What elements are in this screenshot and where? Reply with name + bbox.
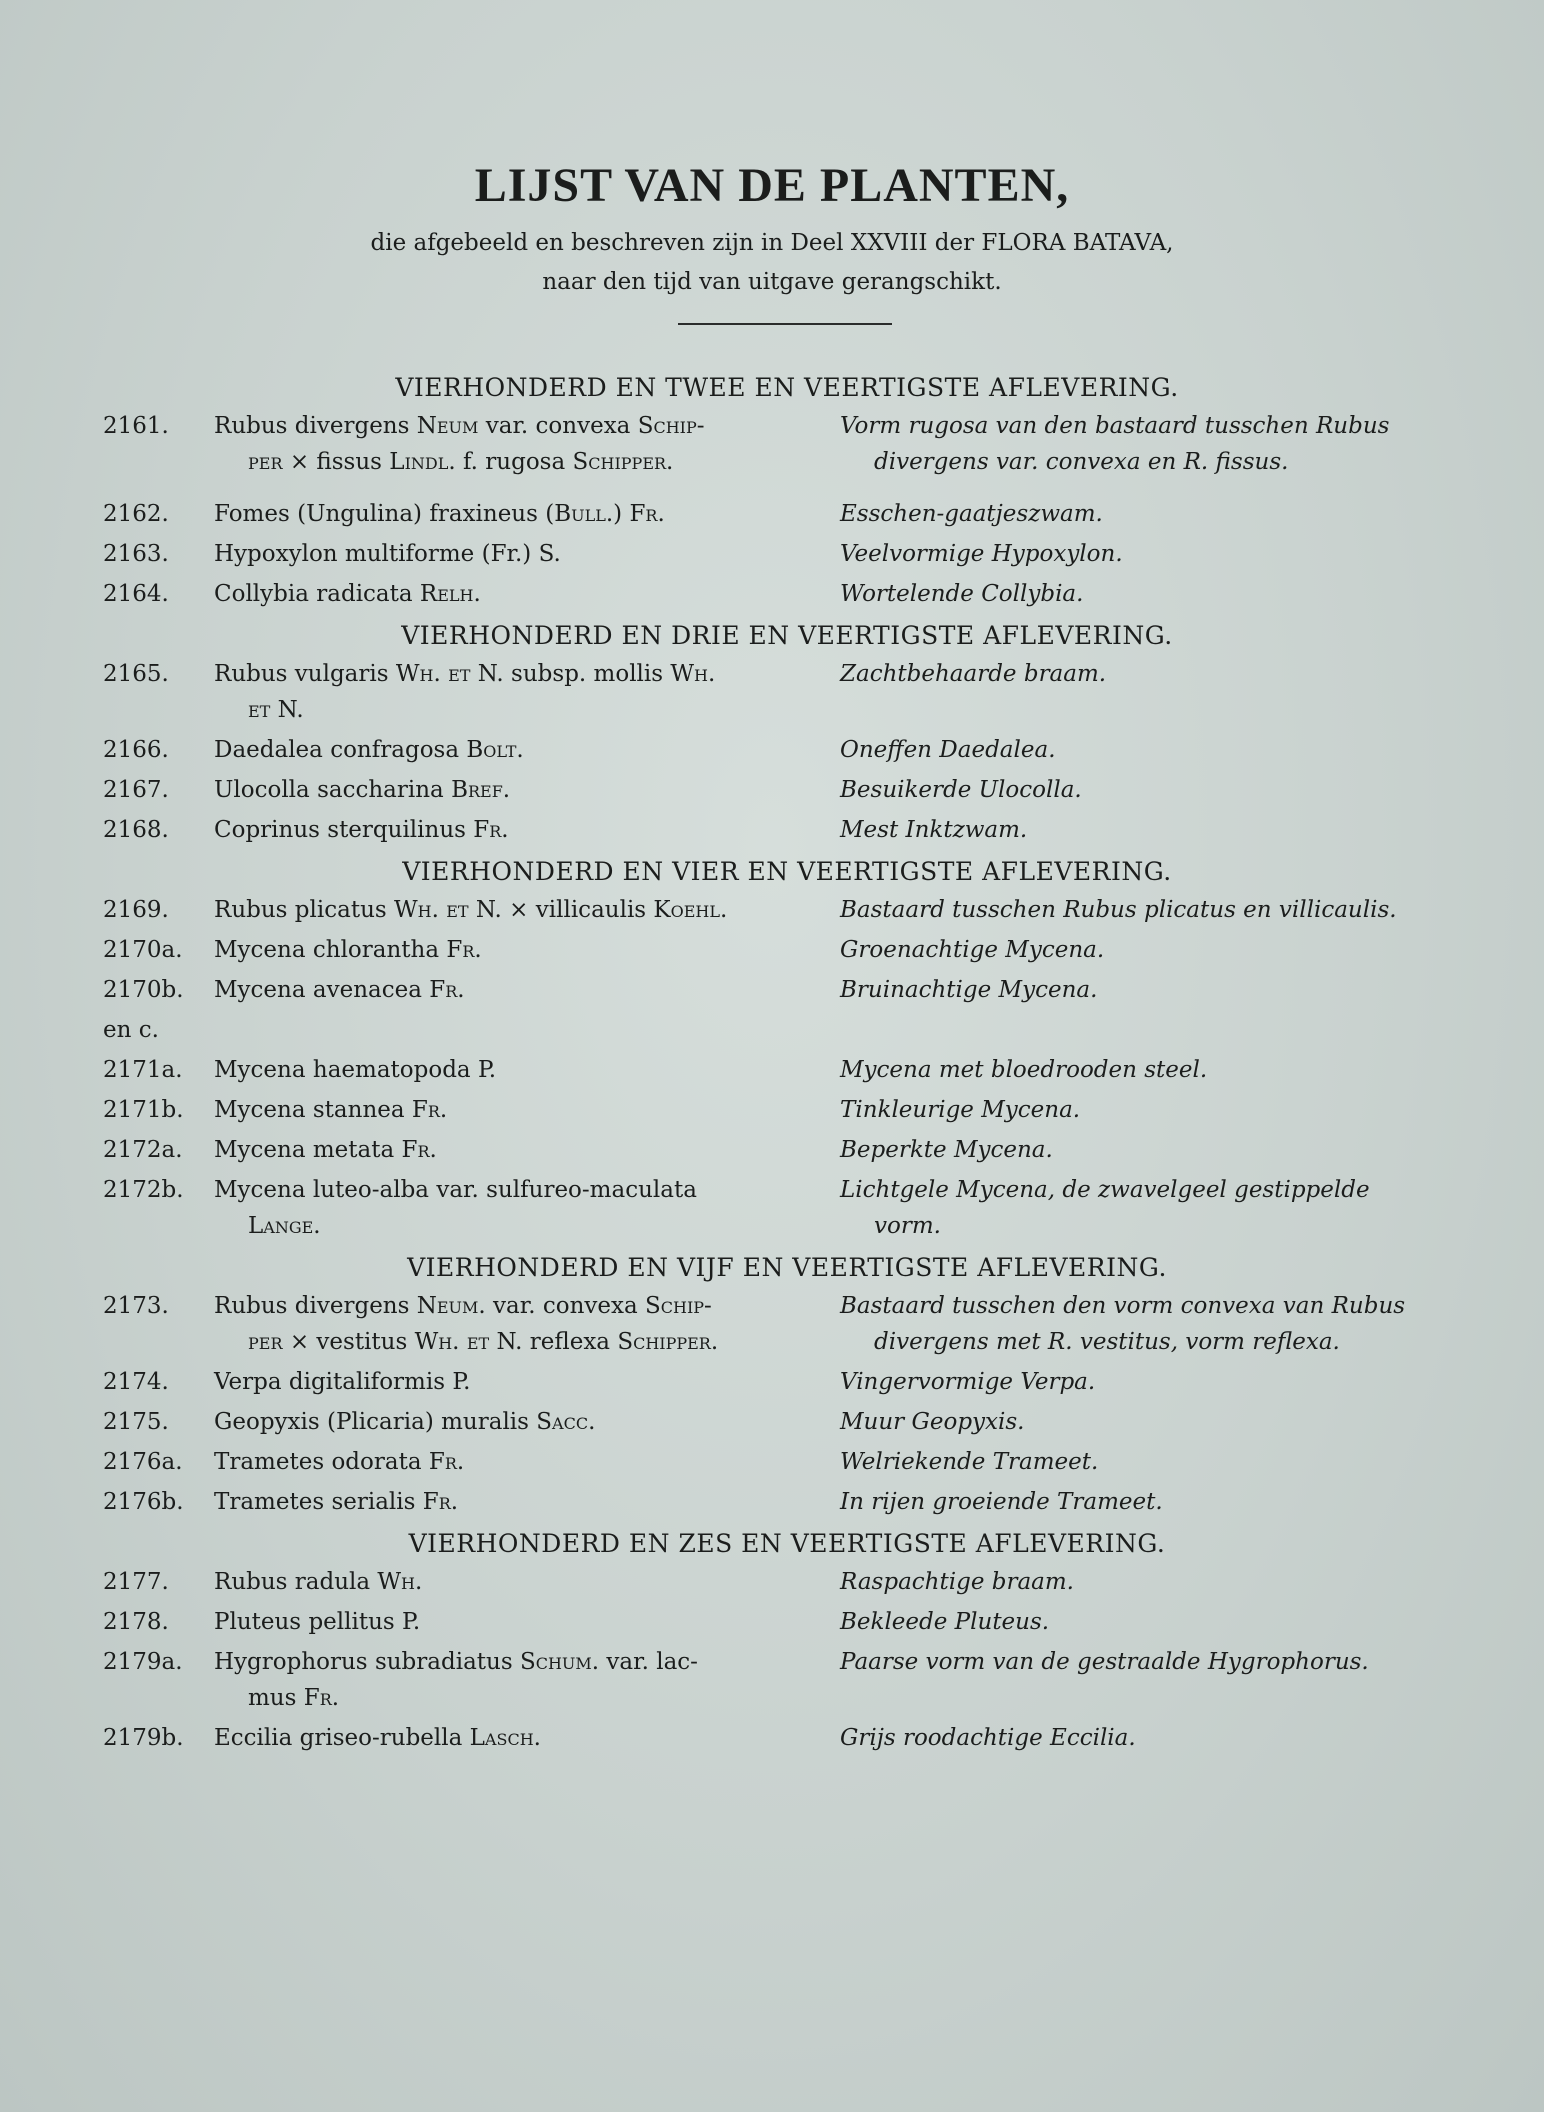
- subtitle-line-2: naar den tijd van uitgave gerangschikt.: [542, 269, 1002, 295]
- latin-name: [214, 408, 814, 480]
- dutch-name: [840, 892, 1448, 928]
- dutch-name-line: Lichtgele Mycena, de zwavelgeel gestippelde: [840, 1177, 1370, 1203]
- list-item: [0, 1484, 1544, 1524]
- section-heading: VIERHONDERD EN VIJF EN VEERTIGSTE AFLEVERING.: [407, 1253, 1167, 1282]
- latin-name: [214, 772, 814, 808]
- latin-name-line: Mycena metata Fr.: [214, 1137, 437, 1163]
- latin-name-line: Fomes (Ungulina) fraxineus (Bull.) Fr.: [214, 501, 665, 527]
- latin-name-line: Mycena avenacea Fr.: [214, 977, 465, 1003]
- dutch-name-line: Zachtbehaarde braam.: [840, 661, 1107, 687]
- dutch-name-line: Veelvormige Hypoxylon.: [840, 541, 1123, 567]
- latin-name-line: Eccilia griseo-rubella Lasch.: [214, 1725, 541, 1751]
- list-item: [0, 496, 1544, 536]
- plate-number: 2161.: [103, 413, 169, 439]
- latin-name: [214, 1172, 814, 1244]
- latin-name-line: Mycena chlorantha Fr.: [214, 937, 482, 963]
- spacer: [0, 484, 1544, 496]
- dutch-name: [840, 1484, 1448, 1520]
- dutch-name: [840, 812, 1448, 848]
- latin-name: [214, 1288, 814, 1360]
- latin-name-line: Trametes serialis Fr.: [214, 1489, 459, 1515]
- latin-name-line: Rubus vulgaris Wh. et N. subsp. mollis Wh.: [214, 661, 716, 687]
- dutch-name: [840, 732, 1448, 768]
- list-item: [0, 812, 1544, 852]
- dutch-name-line: Bruinachtige Mycena.: [840, 977, 1098, 1003]
- plate-number: 2168.: [103, 817, 169, 843]
- plate-number: 2171a.: [103, 1057, 183, 1083]
- dutch-name: [840, 1092, 1448, 1128]
- latin-name: [214, 1092, 814, 1128]
- page-title: LIJST VAN DE PLANTEN,: [474, 159, 1070, 212]
- latin-name: [214, 1484, 814, 1520]
- latin-name: [214, 1444, 814, 1480]
- plate-number: 2179a.: [103, 1649, 183, 1675]
- list-item: [0, 732, 1544, 772]
- latin-name-line: Rubus radula Wh.: [214, 1569, 423, 1595]
- latin-name: [214, 1644, 814, 1716]
- latin-name-line: Rubus divergens Neum. var. convexa Schip-: [214, 1293, 712, 1319]
- plate-number: 2163.: [103, 541, 169, 567]
- plant-list: [0, 368, 1544, 1760]
- plate-number: en c.: [103, 1017, 159, 1043]
- latin-name-line: Collybia radicata Relh.: [214, 581, 481, 607]
- latin-name: [214, 1052, 814, 1088]
- dutch-name: [840, 1604, 1448, 1640]
- dutch-name-line: Muur Geopyxis.: [840, 1409, 1025, 1435]
- latin-name: [214, 1364, 814, 1400]
- latin-name-line: Geopyxis (Plicaria) muralis Sacc.: [214, 1409, 596, 1435]
- latin-name-line: Mycena haematopoda P.: [214, 1057, 497, 1083]
- latin-name-line: Rubus plicatus Wh. et N. × villicaulis Koehl.: [214, 897, 728, 923]
- dutch-name-line: Mycena met bloedrooden steel.: [840, 1057, 1208, 1083]
- dutch-name: [840, 576, 1448, 612]
- plate-number: 2175.: [103, 1409, 169, 1435]
- list-item: [0, 1720, 1544, 1760]
- latin-name-line: Pluteus pellitus P.: [214, 1609, 421, 1635]
- latin-name-line: per × fissus Lindl. f. rugosa Schipper.: [248, 449, 674, 475]
- list-item: [0, 576, 1544, 616]
- dutch-name: [840, 1052, 1448, 1088]
- dutch-name: [840, 932, 1448, 968]
- plate-number: 2170b.: [103, 977, 184, 1003]
- list-item: [0, 1604, 1544, 1644]
- dutch-name: [840, 1404, 1448, 1440]
- list-item: [0, 1092, 1544, 1132]
- list-item: [0, 408, 1544, 484]
- dutch-name-line: Wortelende Collybia.: [840, 581, 1084, 607]
- list-item: [0, 772, 1544, 812]
- latin-name: [214, 1564, 814, 1600]
- plate-number: 2172a.: [103, 1137, 183, 1163]
- plate-number: 2177.: [103, 1569, 169, 1595]
- latin-name: [214, 932, 814, 968]
- plate-number: 2172b.: [103, 1177, 184, 1203]
- latin-name-line: et N.: [248, 697, 304, 723]
- dutch-name: [840, 1720, 1448, 1756]
- list-item: [0, 932, 1544, 972]
- dutch-name: [840, 656, 1448, 692]
- list-item: [0, 536, 1544, 576]
- list-item: [0, 1172, 1544, 1248]
- plate-number: 2169.: [103, 897, 169, 923]
- plate-number: 2173.: [103, 1293, 169, 1319]
- list-item: [0, 1444, 1544, 1484]
- dutch-name-line: Oneffen Daedalea.: [840, 737, 1056, 763]
- plate-number: 2170a.: [103, 937, 183, 963]
- list-item: [0, 656, 1544, 732]
- dutch-name-line: Mest Inktzwam.: [840, 817, 1028, 843]
- latin-name-line: Lange.: [248, 1213, 321, 1239]
- section-heading: VIERHONDERD EN VIER EN VEERTIGSTE AFLEVERING.: [402, 857, 1172, 886]
- latin-name-line: Hygrophorus subradiatus Schum. var. lac-: [214, 1649, 698, 1675]
- section-heading: VIERHONDERD EN TWEE EN VEERTIGSTE AFLEVERING.: [395, 373, 1179, 402]
- subtitle-line-1: die afgebeeld en beschreven zijn in Deel XXVIII der FLORA BATAVA,: [370, 230, 1174, 256]
- latin-name-line: Hypoxylon multiforme (Fr.) S.: [214, 541, 561, 567]
- plate-number: 2171b.: [103, 1097, 184, 1123]
- plate-number: 2176b.: [103, 1489, 184, 1515]
- latin-name: [214, 972, 814, 1008]
- dutch-name: [840, 1444, 1448, 1480]
- dutch-name-line: Raspachtige braam.: [840, 1569, 1074, 1595]
- dutch-name: [840, 1644, 1448, 1680]
- latin-name-line: Mycena stannea Fr.: [214, 1097, 448, 1123]
- list-item: [0, 1644, 1544, 1720]
- dutch-name: [840, 1364, 1448, 1400]
- list-item: [0, 972, 1544, 1012]
- latin-name-line: Daedalea confragosa Bolt.: [214, 737, 524, 763]
- dutch-name: [840, 1288, 1448, 1360]
- dutch-name-line: Bekleede Pluteus.: [840, 1609, 1050, 1635]
- latin-name: [214, 1604, 814, 1640]
- list-item: [0, 1052, 1544, 1092]
- dutch-name-line: Grijs roodachtige Eccilia.: [840, 1725, 1136, 1751]
- latin-name: [214, 812, 814, 848]
- section-heading: VIERHONDERD EN DRIE EN VEERTIGSTE AFLEVERING.: [401, 621, 1173, 650]
- latin-name: [214, 536, 814, 572]
- plate-number: 2176a.: [103, 1449, 183, 1475]
- latin-name-line: mus Fr.: [248, 1685, 340, 1711]
- dutch-name-line: Bastaard tusschen den vorm convexa van Rubus: [840, 1293, 1406, 1319]
- list-item: [0, 1404, 1544, 1444]
- latin-name: [214, 656, 814, 728]
- latin-name: [214, 1132, 814, 1168]
- section-heading: VIERHONDERD EN ZES EN VEERTIGSTE AFLEVERING.: [408, 1529, 1166, 1558]
- dutch-name: [840, 1564, 1448, 1600]
- dutch-name: [840, 972, 1448, 1008]
- plate-number: 2165.: [103, 661, 169, 687]
- list-item: [0, 1132, 1544, 1172]
- dutch-name-line: Esschen-gaatjeszwam.: [840, 501, 1103, 527]
- dutch-name-line: divergens var. convexa en R. fissus.: [874, 449, 1289, 475]
- latin-name: [214, 496, 814, 532]
- dutch-name-line: Welriekende Trameet.: [840, 1449, 1099, 1475]
- dutch-name: [840, 1172, 1448, 1244]
- dutch-name-line: Bastaard tusschen Rubus plicatus en villicaulis.: [840, 897, 1397, 923]
- latin-name: [214, 1404, 814, 1440]
- latin-name-line: Rubus divergens Neum var. convexa Schip-: [214, 413, 705, 439]
- latin-name-line: per × vestitus Wh. et N. reflexa Schipper.: [248, 1329, 719, 1355]
- dutch-name-line: Tinkleurige Mycena.: [840, 1097, 1081, 1123]
- dutch-name-line: Besuikerde Ulocolla.: [840, 777, 1082, 803]
- list-item: [0, 1364, 1544, 1404]
- list-item: [0, 1564, 1544, 1604]
- plate-number: 2162.: [103, 501, 169, 527]
- list-item: [0, 892, 1544, 932]
- plate-number: 2178.: [103, 1609, 169, 1635]
- plate-number: 2174.: [103, 1369, 169, 1395]
- dutch-name-line: Vingervormige Verpa.: [840, 1369, 1096, 1395]
- latin-name-line: Verpa digitaliformis P.: [214, 1369, 471, 1395]
- dutch-name-line: Paarse vorm van de gestraalde Hygrophorus.: [840, 1649, 1369, 1675]
- dutch-name: [840, 772, 1448, 808]
- latin-name-line: Mycena luteo-alba var. sulfureo-maculata: [214, 1177, 697, 1203]
- latin-name: [214, 892, 814, 928]
- dutch-name: [840, 536, 1448, 572]
- dutch-name-line: Vorm rugosa van den bastaard tusschen Rubus: [840, 413, 1390, 439]
- dutch-name-line: divergens met R. vestitus, vorm reflexa.: [874, 1329, 1340, 1355]
- title-divider: [678, 323, 892, 325]
- latin-name: [214, 576, 814, 612]
- dutch-name-line: Beperkte Mycena.: [840, 1137, 1053, 1163]
- dutch-name: [840, 408, 1448, 480]
- latin-name-line: Ulocolla saccharina Bref.: [214, 777, 511, 803]
- dutch-name: [840, 1132, 1448, 1168]
- plate-number: 2164.: [103, 581, 169, 607]
- plate-number: 2166.: [103, 737, 169, 763]
- latin-name: [214, 1720, 814, 1756]
- list-item: [0, 1288, 1544, 1364]
- plate-number: 2179b.: [103, 1725, 184, 1751]
- latin-name: [214, 732, 814, 768]
- dutch-name-line: vorm.: [874, 1213, 941, 1239]
- latin-name-line: Trametes odorata Fr.: [214, 1449, 465, 1475]
- list-item: [0, 1012, 1544, 1052]
- plate-number: 2167.: [103, 777, 169, 803]
- dutch-name: [840, 496, 1448, 532]
- dutch-name-line: Groenachtige Mycena.: [840, 937, 1105, 963]
- latin-name-line: Coprinus sterquilinus Fr.: [214, 817, 509, 843]
- dutch-name-line: In rijen groeiende Trameet.: [840, 1489, 1163, 1515]
